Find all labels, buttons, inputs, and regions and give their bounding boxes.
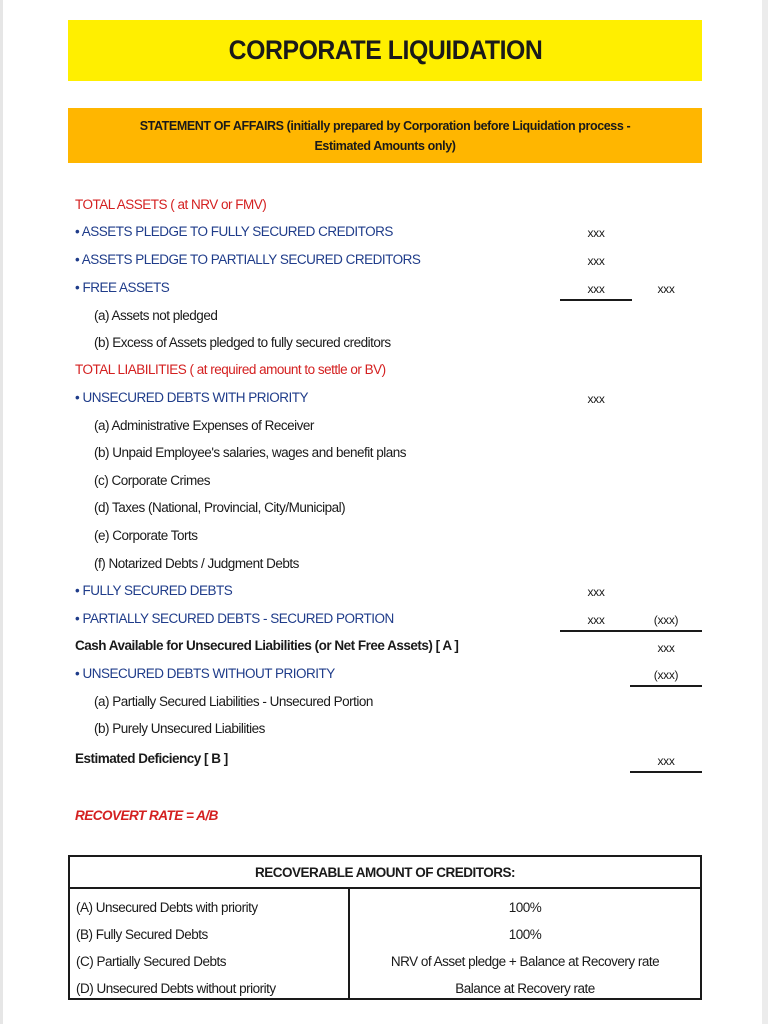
page-title: CORPORATE LIQUIDATION: [228, 35, 542, 65]
priority-sub-e: (e) Corporate Torts: [94, 528, 198, 543]
total-assets-heading: TOTAL ASSETS ( at NRV or FMV): [75, 197, 267, 212]
priority-sub-a: (a) Administrative Expenses of Receiver: [94, 418, 314, 433]
table-value-column: [350, 889, 700, 1000]
unsecured-without-priority: • UNSECURED DEBTS WITHOUT PRIORITY: [75, 666, 335, 681]
recoverable-amount-table: [68, 855, 702, 1000]
subtitle-line-2: Estimated Amounts only): [314, 138, 456, 153]
without-priority-sub-b: (b) Purely Unsecured Liabilities: [94, 721, 265, 736]
subtitle-banner: [68, 108, 702, 163]
free-assets-sub-a: (a) Assets not pledged: [94, 308, 218, 323]
amount-liabilities-total: (xxx): [653, 613, 679, 627]
subtitle-line-1: STATEMENT OF AFFAIRS (initially prepared by Corporation before Liquidation process -: [139, 118, 631, 133]
underline-deficiency: [630, 771, 702, 773]
table-row-label: (D) Unsecured Debts without priority: [76, 981, 276, 996]
amount-assets-fully: xxx: [587, 226, 605, 240]
page-edge-left: [0, 0, 3, 1024]
estimated-deficiency: Estimated Deficiency [ B ]: [75, 751, 228, 766]
underline-assets: [560, 299, 632, 301]
total-liabilities-heading: TOTAL LIABILITIES ( at required amount to settle or BV): [75, 362, 386, 377]
priority-sub-b: (b) Unpaid Employee's salaries, wages and benefit plans: [94, 445, 407, 460]
table-row-label: (B) Fully Secured Debts: [76, 927, 208, 942]
table-row-value: Balance at Recovery rate: [455, 981, 595, 996]
priority-sub-c: (c) Corporate Crimes: [94, 473, 211, 488]
underline-liabilities: [560, 630, 702, 632]
amount-cash-available: xxx: [657, 641, 675, 655]
title-banner: [68, 20, 702, 81]
underline-without-priority: [630, 685, 702, 687]
fully-secured-debts: • FULLY SECURED DEBTS: [75, 583, 233, 598]
unsecured-with-priority: • UNSECURED DEBTS WITH PRIORITY: [75, 390, 308, 405]
amount-partially-secured: xxx: [587, 613, 605, 627]
amount-total-assets: xxx: [657, 282, 675, 296]
cash-available: Cash Available for Unsecured Liabilities (or Net Free Assets) [ A ]: [75, 638, 459, 653]
table-row-value: NRV of Asset pledge + Balance at Recovery rate: [390, 954, 660, 969]
without-priority-sub-a: (a) Partially Secured Liabilities - Unsecured Portion: [94, 694, 373, 709]
amount-free-assets: xxx: [587, 282, 605, 296]
table-row-value: 100%: [508, 927, 542, 942]
table-row-label: (A) Unsecured Debts with priority: [76, 900, 258, 915]
assets-partially-secured: • ASSETS PLEDGE TO PARTIALLY SECURED CREDITORS: [75, 252, 421, 267]
amount-fully-secured: xxx: [587, 585, 605, 599]
amount-without-priority: (xxx): [653, 668, 679, 682]
priority-sub-f: (f) Notarized Debts / Judgment Debts: [94, 556, 299, 571]
amount-deficiency: xxx: [657, 754, 675, 768]
partially-secured-debts: • PARTIALLY SECURED DEBTS - SECURED PORTION: [75, 611, 394, 626]
assets-fully-secured: • ASSETS PLEDGE TO FULLY SECURED CREDITORS: [75, 224, 393, 239]
priority-sub-d: (d) Taxes (National, Provincial, City/Municipal): [94, 500, 346, 515]
amount-priority: xxx: [587, 392, 605, 406]
amount-assets-partially: xxx: [587, 254, 605, 268]
free-assets: • FREE ASSETS: [75, 280, 170, 295]
table-row-value: 100%: [508, 900, 542, 915]
recovery-rate: RECOVERT RATE = A/B: [75, 808, 218, 823]
table-row-label: (C) Partially Secured Debts: [76, 954, 227, 969]
table-label-column: [70, 889, 350, 1000]
free-assets-sub-b: (b) Excess of Assets pledged to fully secured creditors: [94, 335, 391, 350]
table-header: RECOVERABLE AMOUNT OF CREDITORS:: [70, 857, 700, 889]
page-edge-right: [762, 0, 768, 1024]
